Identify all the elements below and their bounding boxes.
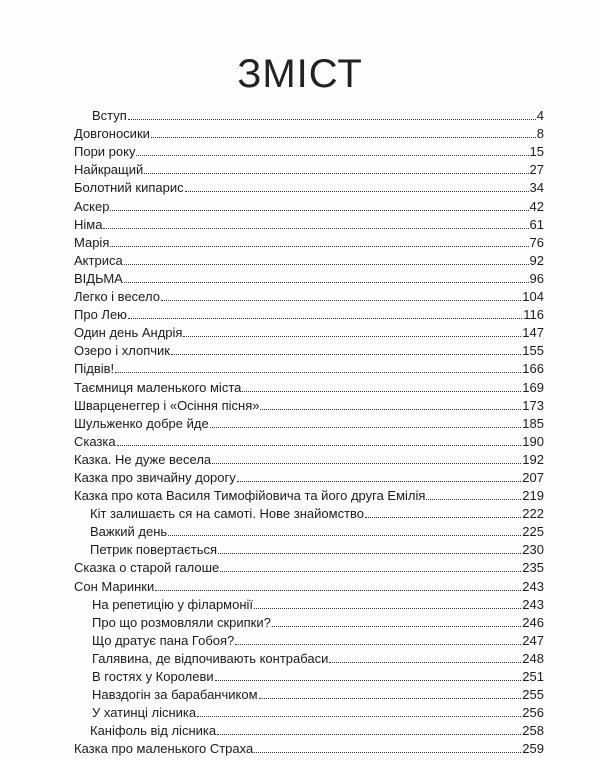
dot-leader — [185, 191, 529, 192]
toc-entry — [74, 268, 544, 286]
dot-leader — [103, 228, 528, 229]
toc-entry-page-number: 222 — [522, 506, 544, 522]
toc-entry-page-number: 255 — [522, 687, 544, 703]
toc-entry-page-number: 155 — [522, 343, 544, 359]
dot-leader — [115, 372, 521, 373]
toc-entry-title: Сказка — [74, 433, 116, 449]
toc-entry-page-number: 61 — [529, 216, 544, 232]
dot-leader — [237, 481, 522, 482]
dot-leader — [110, 246, 528, 247]
toc-entry-title: Каніфоль від лісника — [90, 723, 217, 739]
toc-entry — [74, 702, 544, 720]
toc-entry-page-number: 256 — [522, 705, 544, 721]
dot-leader — [128, 119, 536, 120]
toc-entry-title: Казка про звичайну дорогу — [74, 469, 236, 485]
dot-leader — [254, 752, 521, 753]
toc-entry — [74, 485, 544, 503]
toc-entry-page-number: 96 — [529, 270, 544, 286]
toc-entry-title: Сон Маринки — [74, 578, 155, 594]
dot-leader — [260, 409, 521, 410]
dot-leader — [168, 535, 521, 536]
toc-entry-title: Довгоносики — [74, 126, 150, 142]
dot-leader — [426, 499, 521, 500]
toc-entry-page-number: 190 — [522, 433, 544, 449]
toc-entry-title: Петрик повертається — [90, 542, 218, 558]
toc-entry-title: На репетицію у філармонії — [92, 596, 254, 612]
toc-entry-page-number: 251 — [522, 669, 544, 684]
toc-entry — [74, 105, 544, 123]
toc-entry-page-number: 104 — [522, 289, 544, 305]
toc-entry — [74, 413, 544, 431]
toc-entry — [74, 612, 544, 630]
toc-entry — [74, 358, 544, 376]
dot-leader — [171, 354, 521, 355]
toc-entry-page-number: 116 — [523, 307, 544, 323]
toc-entry-page-number: 185 — [522, 415, 544, 431]
toc-entry-title: Казка про маленького Страха — [74, 741, 254, 757]
dot-leader — [124, 264, 529, 265]
dot-leader — [235, 644, 521, 645]
toc-entry-page-number: 8 — [536, 126, 544, 142]
toc-entry — [74, 449, 544, 467]
toc-entry-title: Німа — [74, 216, 103, 232]
dot-leader — [242, 391, 521, 392]
toc-entry — [74, 159, 544, 177]
toc-entry — [74, 322, 544, 340]
toc-entry-page-number: 243 — [522, 578, 544, 594]
dot-leader — [124, 282, 529, 283]
toc-entry-title: Марія — [74, 234, 110, 250]
table-of-contents — [74, 105, 544, 756]
toc-entry-title: Аскер — [74, 198, 110, 214]
toc-entry-title: Легко і весело — [74, 289, 160, 305]
toc-entry-page-number: 225 — [522, 524, 544, 540]
toc-entry-page-number: 243 — [522, 596, 544, 612]
toc-entry — [74, 557, 544, 575]
toc-entry-page-number: 246 — [522, 614, 544, 630]
dot-leader — [210, 427, 522, 428]
toc-entry-title: Що дратує пана Гобоя? — [92, 632, 235, 648]
toc-entry — [74, 214, 544, 232]
toc-entry-title: Озеро і хлопчик — [74, 343, 170, 359]
toc-entry-page-number: 207 — [522, 469, 544, 485]
toc-entry-title: Про що розмовляли скрипки? — [92, 614, 271, 630]
toc-entry — [74, 720, 544, 738]
toc-entry-page-number: 76 — [529, 234, 544, 250]
dot-leader — [218, 553, 521, 554]
toc-entry-title: Підвів! — [74, 361, 115, 377]
toc-entry-page-number: 4 — [536, 108, 544, 124]
toc-entry-page-number: 235 — [522, 560, 544, 576]
toc-entry-title: Казка. Не дуже весела — [74, 451, 212, 467]
toc-entry — [74, 684, 544, 702]
toc-entry — [74, 738, 544, 756]
toc-entry-title: Найкращий — [74, 162, 144, 178]
toc-entry — [74, 594, 544, 612]
toc-entry — [74, 630, 544, 648]
toc-entry-title: Сказка о старой галоше — [74, 560, 220, 576]
dot-leader — [110, 210, 528, 211]
toc-entry-title: Шварценеггер і «Осіння пісня» — [74, 397, 260, 413]
toc-entry — [74, 232, 544, 250]
toc-entry-page-number: 27 — [529, 162, 544, 178]
dot-leader — [272, 626, 521, 627]
toc-entry — [74, 395, 544, 413]
toc-entry-page-number: 42 — [529, 198, 544, 214]
toc-entry-page-number: 147 — [522, 325, 544, 341]
toc-entry-page-number: 192 — [522, 451, 544, 467]
toc-entry — [74, 539, 544, 557]
toc-entry — [74, 286, 544, 304]
dot-leader — [117, 445, 522, 446]
toc-entry — [74, 376, 544, 394]
toc-entry — [74, 575, 544, 593]
dot-leader — [183, 336, 521, 337]
dot-leader — [155, 590, 521, 591]
dot-leader — [151, 137, 536, 138]
toc-entry-page-number: 34 — [529, 180, 544, 196]
toc-entry — [74, 123, 544, 141]
dot-leader — [329, 662, 521, 663]
toc-entry-page-number: 173 — [522, 397, 544, 413]
toc-entry — [74, 177, 544, 195]
toc-entry-title: Галявина, де відпочивають контрабаси — [92, 650, 329, 666]
toc-entry — [74, 521, 544, 539]
dot-leader — [217, 734, 521, 735]
toc-entry-title: Болотний кипарис — [74, 180, 184, 196]
toc-entry-title: Про Лею — [74, 307, 127, 323]
toc-entry-title: У хатинці лісника — [92, 705, 197, 721]
toc-entry-title: Вступ — [92, 108, 127, 124]
toc-entry — [74, 648, 544, 666]
toc-entry — [74, 467, 544, 485]
toc-entry-title: Пори року — [74, 144, 136, 160]
dot-leader — [197, 716, 521, 717]
dot-leader — [220, 571, 521, 572]
toc-entry-title: Навздогін за барабанчиком — [92, 687, 258, 703]
toc-entry — [74, 503, 544, 521]
toc-entry-page-number: 258 — [522, 723, 544, 739]
toc-entry-title: Важкий день — [90, 524, 168, 540]
toc-entry-page-number: 248 — [522, 650, 544, 666]
toc-entry-page-number: 259 — [522, 741, 544, 757]
toc-entry — [74, 666, 544, 684]
toc-entry-page-number: 230 — [522, 542, 544, 558]
page-title: ЗМІСТ — [237, 52, 363, 96]
toc-entry-title: Актриса — [74, 252, 123, 268]
toc-entry — [74, 141, 544, 159]
toc-entry-page-number: 169 — [522, 379, 544, 395]
toc-entry-page-number: 166 — [522, 361, 544, 377]
dot-leader — [259, 698, 522, 699]
toc-entry-title: В гостях у Королеви — [92, 669, 214, 684]
toc-entry-page-number: 247 — [522, 632, 544, 648]
toc-entry — [74, 431, 544, 449]
dot-leader — [215, 680, 522, 681]
dot-leader — [212, 463, 521, 464]
toc-entry-title: Кіт залишаєть ся на самоті. Нове знайомство — [90, 506, 365, 522]
dot-leader — [128, 318, 522, 319]
toc-entry — [74, 250, 544, 268]
toc-entry-title: Казка про кота Василя Тимофійовича та його друга Емілія — [74, 488, 426, 504]
toc-entry-title: Один день Андрія — [74, 325, 183, 341]
toc-entry — [74, 195, 544, 213]
toc-entry-title: ВІДЬМА — [74, 270, 123, 286]
toc-entry — [74, 340, 544, 358]
toc-entry — [74, 304, 544, 322]
dot-leader — [365, 517, 521, 518]
dot-leader — [144, 173, 528, 174]
toc-entry-title: Таємниця маленького міста — [74, 379, 242, 395]
dot-leader — [136, 155, 528, 156]
dot-leader — [161, 300, 521, 301]
toc-entry-page-number: 92 — [529, 252, 544, 268]
toc-entry-title: Шульженко добре йде — [74, 415, 209, 431]
toc-entry-page-number: 15 — [529, 144, 544, 160]
toc-entry-page-number: 219 — [522, 488, 544, 504]
dot-leader — [254, 608, 521, 609]
